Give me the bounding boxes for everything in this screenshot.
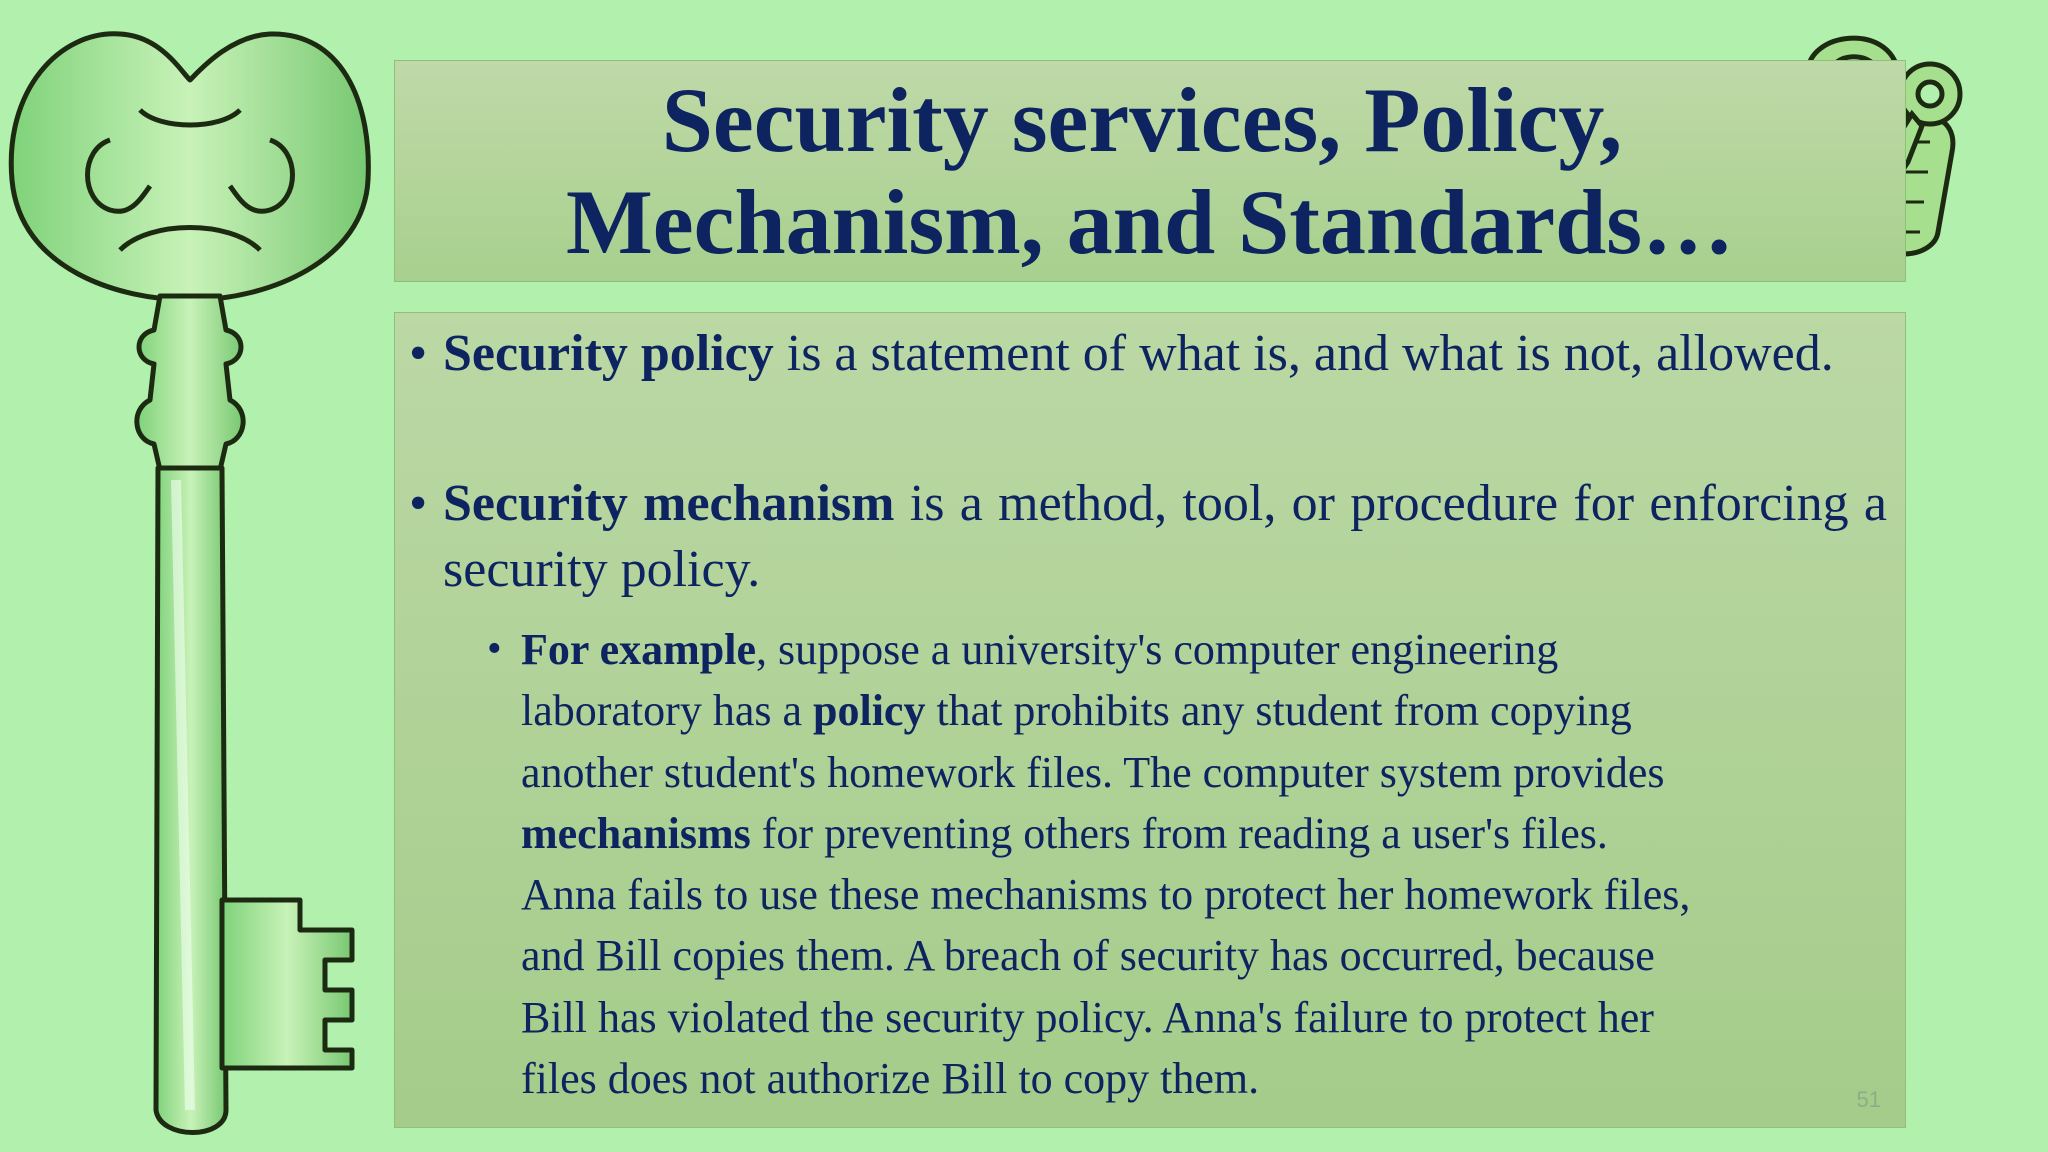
definition-security-mechanism: is a method, tool, or procedure for enforcing a security policy. (443, 475, 1887, 598)
definition-security-policy: is a statement of what is, and what is not, allowed. (773, 325, 1834, 382)
bullet-dot: • (409, 475, 428, 532)
example-text-part: laboratory has a (521, 686, 813, 736)
skeleton-key-icon (0, 0, 380, 1152)
example-line: Anna fails to use these mechanisms to protect her homework files, (521, 870, 1691, 920)
example-line: files does not authorize Bill to copy them. (521, 1054, 1260, 1104)
example-line (521, 680, 1887, 741)
example-line: another student's homework files. The computer system provides (521, 747, 1665, 797)
example-line: Bill has violated the security policy. Anna's failure to protect her (521, 992, 1654, 1042)
title-box (394, 60, 1906, 282)
example-line (521, 803, 1887, 864)
bullet-text (443, 321, 1887, 387)
slide-title-line-2: Mechanism, and Standards… (565, 171, 1735, 273)
term-security-mechanism: Security mechanism (443, 475, 895, 532)
example-lead: For example (521, 625, 757, 674)
example-line (521, 619, 1887, 680)
example-term-policy: policy (813, 686, 926, 736)
example-text (521, 619, 1887, 1109)
bullet-dot: • (487, 626, 502, 672)
bullet-security-policy (409, 321, 1887, 387)
term-security-policy: Security policy (443, 325, 774, 382)
slide-title-line-1: Security services, Policy, (661, 69, 1623, 171)
bullet-text (443, 471, 1887, 603)
example-text-part: for preventing others from reading a user's files. (750, 808, 1608, 858)
bullet-dot: • (409, 325, 428, 382)
example-line: and Bill copies them. A breach of security has occurred, because (521, 931, 1655, 981)
bullet-security-mechanism (409, 471, 1887, 603)
example-term-mechanisms: mechanisms (521, 808, 751, 858)
sub-bullet-example (487, 619, 1887, 1109)
page-number: 51 (1856, 1087, 1881, 1112)
example-text-part: that prohibits any student from copying (925, 686, 1632, 736)
content-box (394, 312, 1906, 1128)
example-lead-text: , suppose a university's computer engineering (756, 625, 1559, 674)
